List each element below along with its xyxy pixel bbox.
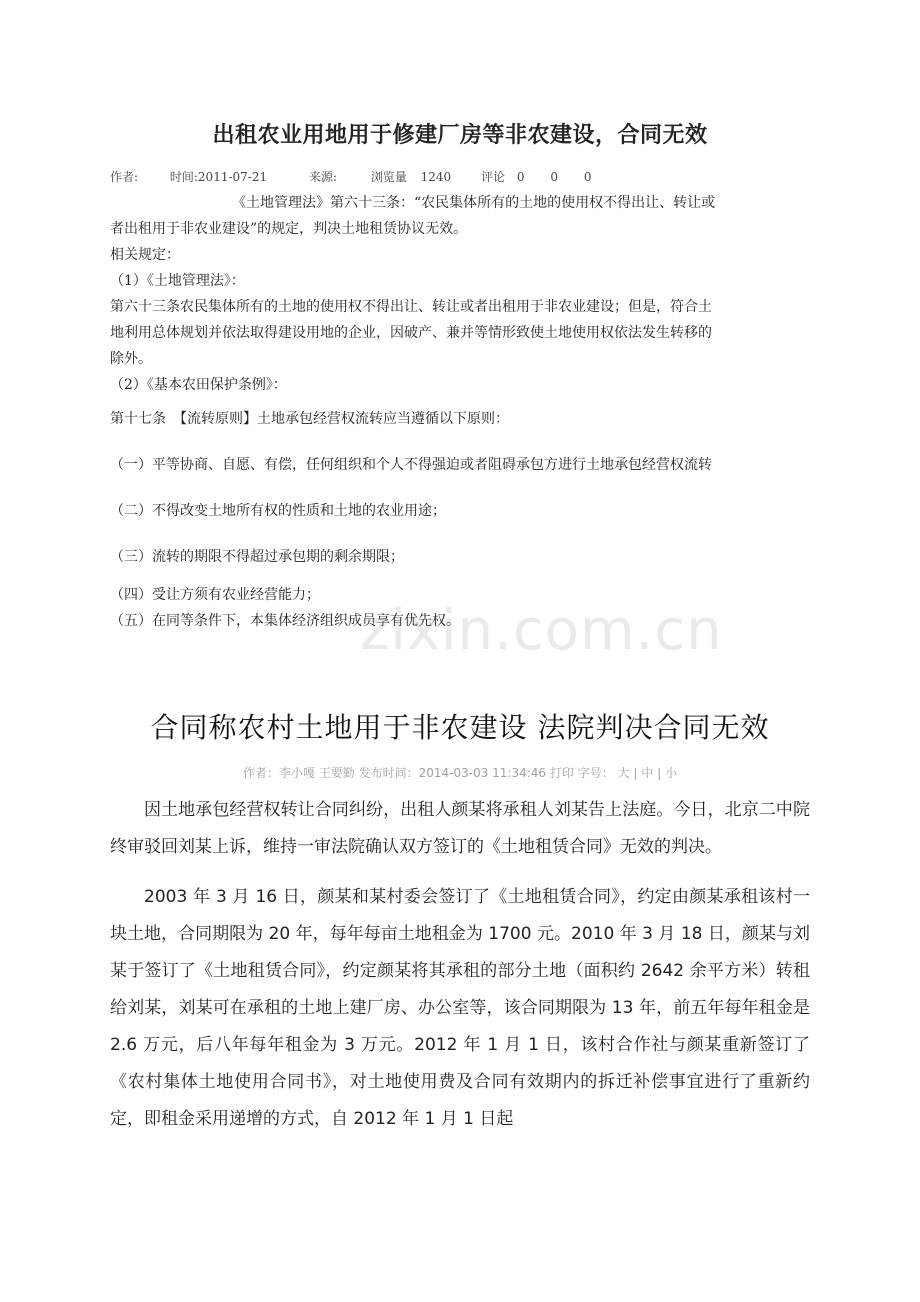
meta-views-label: 浏览量 <box>370 170 407 184</box>
article1-line: （三）流转的期限不得超过承包期的剩余期限； <box>110 549 404 565</box>
article1-line: （2）《基本农田保护条例》： <box>110 377 287 393</box>
article1-line: 者出租用于非农业建设”的规定，判决土地租赁协议无效。 <box>110 221 468 237</box>
article1-body <box>110 190 810 634</box>
meta-source: 来源: <box>308 170 337 184</box>
meta-comments-label: 评论 <box>481 170 506 184</box>
font-size-medium-link[interactable]: 中 <box>641 766 654 780</box>
font-size-small-link[interactable]: 小 <box>665 766 678 780</box>
meta-count-2: 0 <box>550 170 558 184</box>
article1-line: 地利用总体规划并依法取得建设用地的企业，因破产、兼并等情形致使土地使用权依法发生转移的 <box>110 325 712 341</box>
article2-meta <box>0 764 920 781</box>
separator: | <box>633 766 638 780</box>
article1-line: （四）受让方须有农业经营能力； <box>110 587 320 603</box>
font-size-label: 字号： <box>577 766 614 780</box>
separator: | <box>657 766 662 780</box>
article2-paragraph: 因土地承包经营权转让合同纠纷，出租人颜某将承租人刘某告上法庭。今日，北京二中院终审驳回刘某上诉，维持一审法院确认双方签订的《土地租赁合同》无效的判决。 <box>110 800 810 857</box>
meta-views-value: 1240 <box>420 170 452 184</box>
article1-line: 第六十三条农民集体所有的土地的使用权不得出让、转让或者出租用于非农业建设；但是，符合土 <box>110 299 712 315</box>
watermark: zixin.com.cn <box>360 598 723 663</box>
article2-datetime: 2014-03-03 11:34:46 <box>418 766 547 780</box>
meta-author: 作者: <box>110 170 139 184</box>
font-size-large-link[interactable]: 大 <box>617 766 630 780</box>
article1-line: 相关规定： <box>110 247 180 263</box>
article1-line: 除外。 <box>110 351 152 367</box>
article1-line: 第十七条 【流转原则】土地承包经营权流转应当遵循以下原则： <box>110 411 509 427</box>
article2-title: 合同称农村土地用于非农建设 法院判决合同无效 <box>150 711 770 744</box>
article2-body <box>110 792 810 1151</box>
meta-comments-value: 0 <box>516 170 525 184</box>
article1-line: （五）在同等条件下，本集体经济组织成员享有优先权。 <box>110 613 460 629</box>
article1-line: （二）不得改变土地所有权的性质和土地的农业用途； <box>110 503 446 519</box>
article1-line: （一）平等协商、自愿、有偿，任何组织和个人不得强迫或者阻碍承包方进行土地承包经营权流转 <box>110 457 712 473</box>
article1-line: （1）《土地管理法》： <box>110 273 245 289</box>
meta-count-3: 0 <box>583 170 592 184</box>
article1-meta <box>110 168 810 185</box>
article1-line: 《土地管理法》第六十三条：“农民集体所有的土地的使用权不得出让、转让或 <box>232 195 716 211</box>
meta-time: 时间:2011-07-21 <box>169 170 268 184</box>
article2-author: 作者：李小嘎 王要勤 发布时间： <box>242 766 419 780</box>
article2-paragraph: 2003 年 3 月 16 日，颜某和某村委会签订了《土地租赁合同》，约定由颜某承租该村一块土地，合同期限为 20 年，每年每亩土地租金为 1700 元。2010 年 3 月 18 日，颜某与刘某于签订了《土地租赁合同》，约定颜某将其承租的部分土地（面积约 2642 余平方米）转租给刘某，刘某可在承租的土地上建厂房、办公室等，该合同期限为 13 年，前五年每年租金是 2.6 万元，后八年每年租金为 3 万元。2012 年 1 月 1 日，该村合作社与颜某重新签订了《农村集体土地使用合同书》，对土地使用费及合同有效期内的拆迁补偿事宜进行了重新约定，即租金采用递增的方式，自 2012 年 1 月 1 日起 <box>110 887 810 1129</box>
article1-title: 出租农业用地用于修建厂房等非农建设，合同无效 <box>212 123 708 148</box>
print-link[interactable]: 打印 <box>549 766 574 780</box>
